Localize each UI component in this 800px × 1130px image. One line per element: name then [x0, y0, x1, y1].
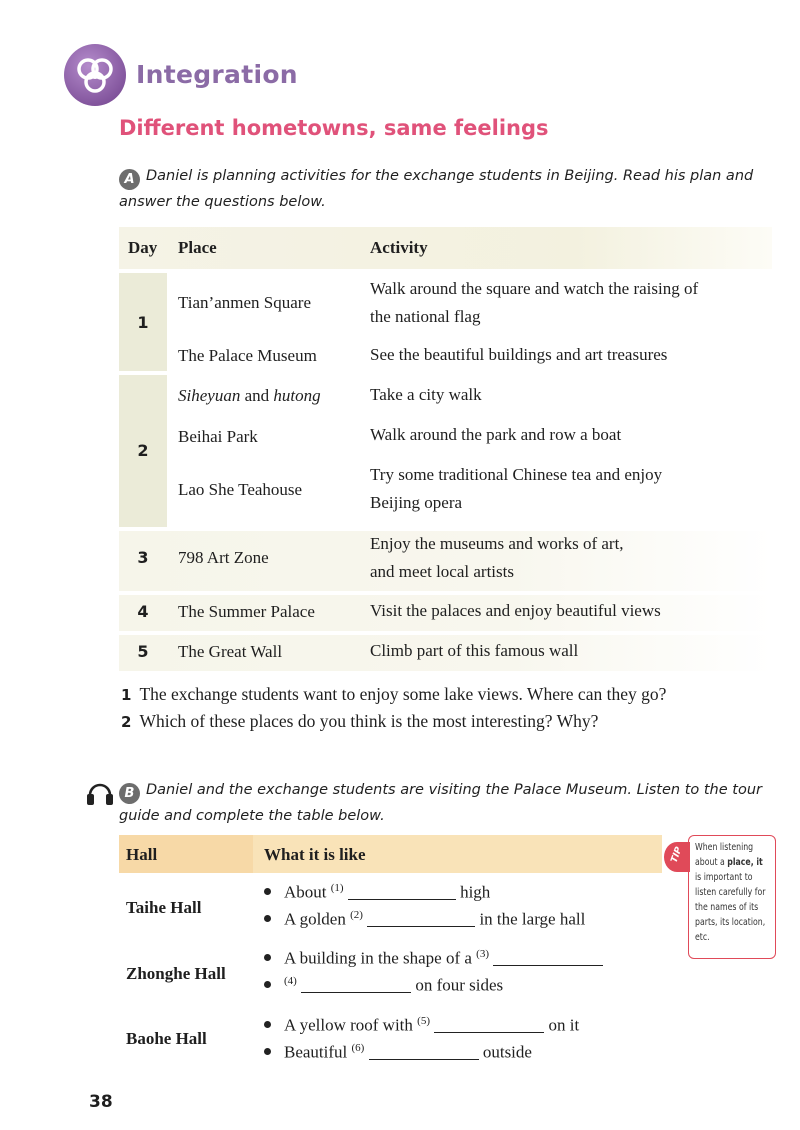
activity-line: See the beautiful buildings and art treasures — [370, 345, 668, 364]
part-a-badge: A — [119, 169, 140, 190]
header-day: Day — [128, 238, 158, 257]
plan-table — [119, 227, 772, 667]
activity-cell — [370, 637, 770, 665]
place-cell: Lao She Teahouse — [178, 480, 303, 499]
activity-cell — [370, 341, 770, 369]
header-activity: Activity — [370, 238, 428, 257]
halls-table — [119, 835, 662, 1075]
activity-line: Take a city walk — [370, 385, 482, 404]
activity-line: and meet local artists — [370, 562, 514, 581]
header-hall: Hall — [126, 845, 158, 864]
place-italic: Siheyuan — [178, 386, 241, 405]
activity-line: Try some traditional Chinese tea and enjoy — [370, 465, 663, 484]
instructions-b — [119, 778, 779, 829]
tip-label: TIP — [669, 845, 685, 865]
day-cell: 3 — [137, 548, 149, 567]
page-number: 38 — [89, 1092, 113, 1112]
header-description: What it is like — [264, 845, 366, 864]
place-cell — [178, 386, 321, 406]
activity-line: Walk around the park and row a boat — [370, 425, 622, 444]
instructions-a-text: Daniel is planning activities for the exchange students in Beijing. Read his plan and answer the questions below. — [119, 168, 754, 210]
question — [121, 711, 598, 732]
halls-table-header — [119, 835, 662, 873]
activity-line: Beijing opera — [370, 493, 463, 512]
place-join: and — [240, 386, 274, 405]
hall-detail: A building in the shape of a $^{(3)}$ — [264, 948, 603, 969]
question-number: 1 — [121, 686, 132, 704]
place-cell: 798 Art Zone — [178, 548, 269, 567]
bullet-dot — [264, 954, 271, 961]
hall-detail: A yellow roof with $^{(5)}$ on it — [264, 1015, 579, 1036]
integration-icon — [62, 42, 128, 108]
answer-blank-2[interactable] — [367, 913, 475, 927]
answer-blank-3[interactable] — [493, 952, 603, 966]
hall-name: Baohe Hall — [126, 1029, 207, 1048]
day-cell: 5 — [137, 642, 149, 661]
place-cell: Tian’anmen Square — [178, 293, 311, 312]
place-italic: hutong — [273, 386, 321, 405]
activity-line: Walk around the square and watch the raising of — [370, 279, 699, 298]
bullet-dot — [264, 888, 271, 895]
day-cell: 2 — [137, 441, 149, 460]
page-title: Different hometowns, same feelings — [119, 116, 549, 140]
hall-detail: A golden $^{(2)}$ in the large hall — [264, 909, 585, 930]
tip-tag — [664, 842, 690, 872]
section-title: Integration — [136, 60, 298, 89]
bullet-dot — [264, 915, 271, 922]
question-number: 2 — [121, 713, 132, 731]
tip-text: When listening about a place, it is important to listen carefully for the names of its parts, its location, etc. — [695, 842, 766, 943]
place-cell: The Palace Museum — [178, 346, 317, 365]
answer-blank-5[interactable] — [434, 1019, 544, 1033]
activity-cell — [370, 461, 770, 517]
activity-line: Climb part of this famous wall — [370, 641, 579, 660]
activity-line: Visit the palaces and enjoy beautiful views — [370, 601, 661, 620]
headphones-icon — [85, 779, 115, 807]
bullet-dot — [264, 1021, 271, 1028]
place-cell: Beihai Park — [178, 427, 258, 446]
place-cell: The Great Wall — [178, 642, 283, 661]
hall-detail: About $^{(1)}$ high — [264, 882, 490, 903]
day-cell: 1 — [137, 313, 149, 332]
activity-cell — [370, 421, 770, 449]
question — [121, 684, 666, 705]
activity-cell — [370, 530, 770, 586]
activity-line: the national flag — [370, 307, 481, 326]
answer-blank-6[interactable] — [369, 1046, 479, 1060]
hall-detail: Beautiful $^{(6)}$ outside — [264, 1042, 532, 1063]
activity-cell — [370, 381, 770, 409]
hall-name: Zhonghe Hall — [126, 964, 226, 983]
activity-line: Enjoy the museums and works of art, — [370, 534, 624, 553]
question-text: Which of these places do you think is the most interesting? Why? — [139, 711, 599, 731]
answer-blank-1[interactable] — [348, 886, 456, 900]
answer-blank-4[interactable] — [301, 979, 411, 993]
instructions-a — [119, 164, 769, 215]
activity-cell — [370, 597, 770, 625]
day-cell: 4 — [137, 602, 149, 621]
place-cell: The Summer Palace — [178, 602, 315, 621]
hall-detail: $^{(4)}$ on four sides — [264, 975, 503, 996]
header-place: Place — [178, 238, 217, 257]
plan-table-header — [119, 227, 772, 269]
part-b-badge: B — [119, 783, 140, 804]
hall-name: Taihe Hall — [126, 898, 202, 917]
activity-cell — [370, 275, 770, 331]
bullet-dot — [264, 1048, 271, 1055]
instructions-b-text: Daniel and the exchange students are visiting the Palace Museum. Listen to the tour guide and complete the table below. — [119, 782, 762, 824]
question-text: The exchange students want to enjoy some lake views. Where can they go? — [139, 684, 667, 704]
bullet-dot — [264, 981, 271, 988]
